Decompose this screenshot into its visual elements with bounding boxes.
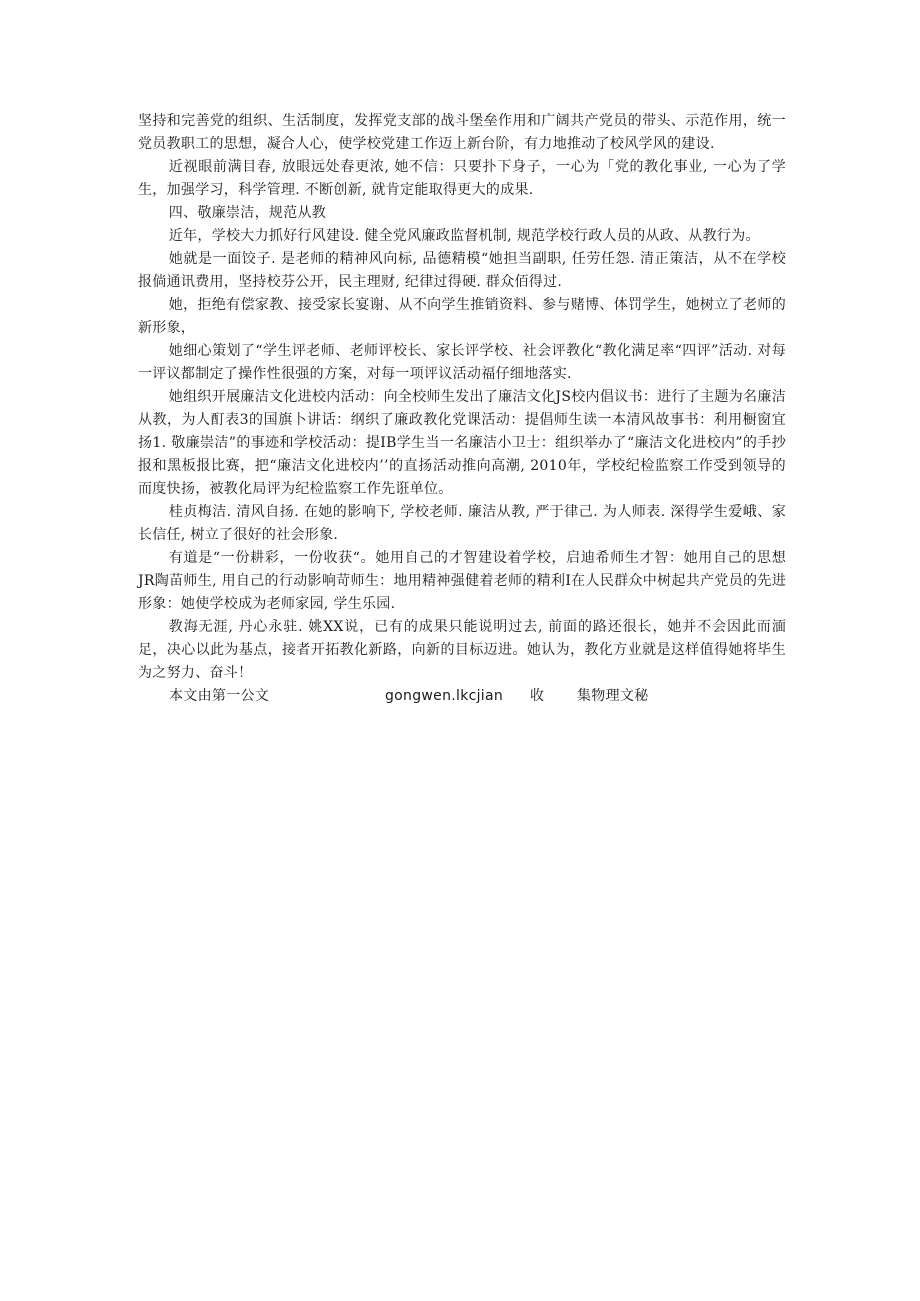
paragraph-10: 有道是“一份耕彩，一份收获“。她用自己的才智建设着学校，启迪希师生才智：她用自己的思想JR陶苗师生, 用自己的行动影响苛师生：地用精神强健着老师的精利I在人民群众中树起共产党员的先进形象：她使学校成为老师家园, 学生乐园. [138, 550, 786, 612]
footer-part-4: 集物理文秘 [577, 688, 649, 704]
paragraph-4: 近年，学校大力抓好行风建设. 健全党风廉政监督机制, 规范学校行政人员的从政、从教行为。 [168, 228, 760, 244]
paragraph-6: 她，拒绝有偿家教、接受家长宴谢、从不向学生推销资料、参与赌博、体罚学生，她树立了老师的新形象， [138, 297, 786, 336]
paragraph-9: 桂贞梅洁. 清风自扬. 在她的影响下, 学校老师. 廉洁从教, 严于律己. 为人师表. 深得学生爱峨、家长信任, 树立了很好的社会形象. [138, 504, 786, 543]
document-page [138, 110, 786, 708]
paragraph-1: 坚持和完善党的组织、生活制度，发挥党支部的战斗堡垒作用和广阔共产党员的带头、示范作用，统一党员教职工的思想，凝合人心，使学校党建工作迈上新台阶，有力地推动了校风学风的建设. [138, 113, 786, 152]
paragraph-7: 她细心策划了“学生评老师、老师评校长、家长评学校、社会评教化“教化满足率“四评”活动. 对每一评议都制定了操作性很强的方案，对每一项评议活动福仔细地落实. [138, 343, 786, 382]
source-footer [138, 685, 786, 708]
paragraph-8: 她组织开展廉洁文化进校内活动：向全校师生发出了廉洁文化JS校内倡议书：进行了主题为名廉洁从教，为人酊表3的国旗卜讲话：纲织了廉政教化党课活动：提倡师生读一本清风故事书：利用橱窗宜扬1. 敬廉崇洁”的事迹和学校活动：提IB学生当一名廉洁小卫士：组织举办了“廉洁文化进校内”的手抄报和黑板报比赛，把“廉洁文化进校内’’的直扬活动推向高潮, 2010年，学校纪检监察工作受到领导的而度快扬，被教化局评为纪检监察工作先诳单位。 [138, 389, 786, 497]
footer-site: gongwen.lkcjian [385, 688, 504, 704]
paragraph-2: 近视眼前满目春, 放眼远处春更浓, 她不信：只要扑下身子，一心为「党的教化事业, 一心为了学生，加强学习，科学管理. 不断创新, 就肯定能取得更大的成果. [138, 159, 786, 198]
paragraph-11: 教海无涯, 丹心永驻. 姚XX说，已有的成果只能说明过去, 前面的路还很长，她并不会因此而湎足，决心以此为基点，接者开拓教化新路，向新的目标迈进。她认为，教化方业就是这样值得她将毕生为之努力、奋斗！ [138, 619, 786, 681]
footer-part-3: 收 [530, 688, 545, 704]
footer-part-1: 本文由第一公文 [169, 688, 270, 704]
paragraph-5: 她就是一面饺子. 是老师的精神风向标, 品德精模“她担当副职, 任劳任怨. 清正策洁，从不在学校报倘通讯费用，坚持校芬公开，民主理财, 纪律过得硬. 群众佰得过. [138, 251, 786, 290]
section-heading: 四、敬廉崇洁，规范从教 [168, 205, 327, 221]
